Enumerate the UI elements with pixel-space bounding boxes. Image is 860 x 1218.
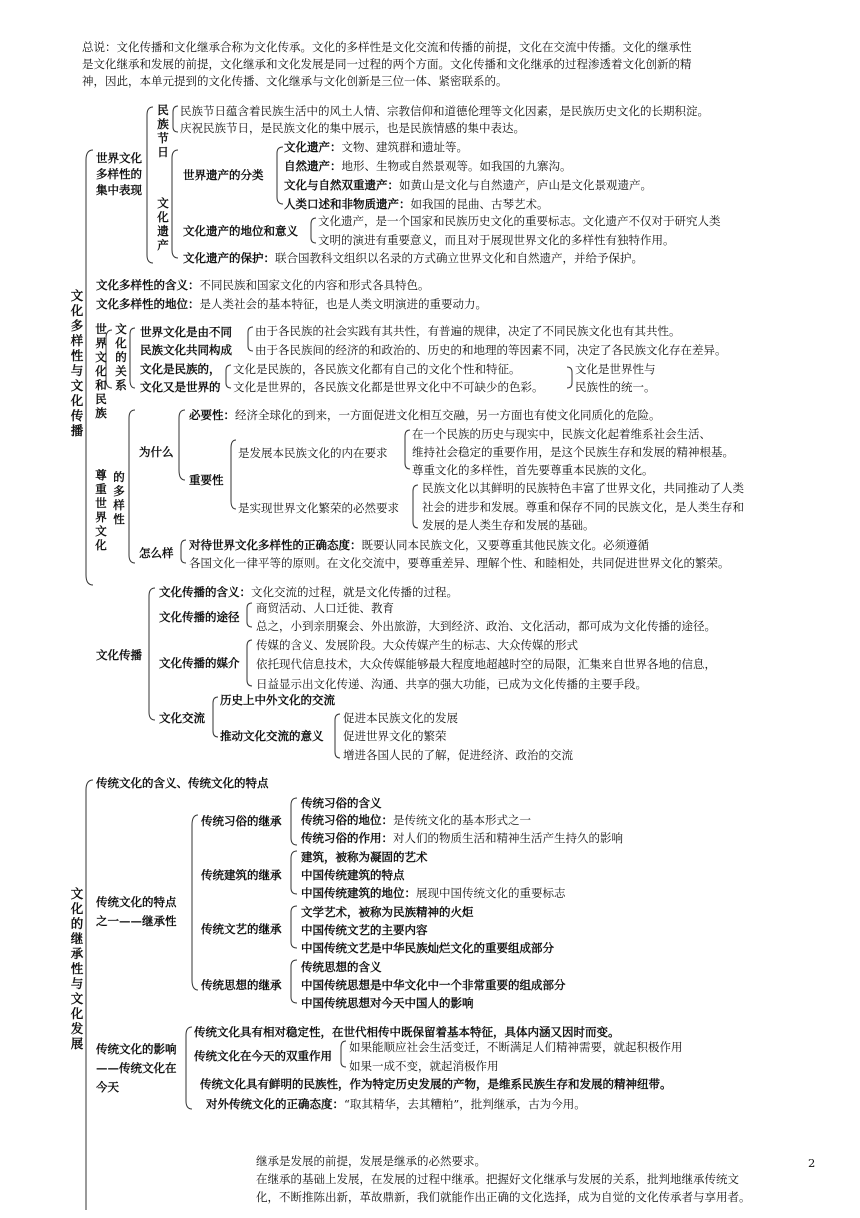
section2-title: 文化的继承性与文化发展 bbox=[70, 886, 84, 1051]
importance-label: 重要性 bbox=[189, 473, 224, 487]
classification-label: 世界遗产的分类 bbox=[183, 168, 264, 182]
customs-line-1: 传统习俗的含义 bbox=[301, 796, 382, 810]
footer-line-2: 在继承的基础上发展，在发展的过程中继承。把握好文化继承与发展的关系，批判地继承传统文 bbox=[256, 1172, 739, 1186]
relation-unity-1: 文化是世界性与 bbox=[575, 362, 656, 376]
dual-line-2: 如果一成不变，就起消极作用 bbox=[349, 1059, 499, 1073]
intro-line-1: 总说：文化传播和文化继承合称为文化传承。文化的多样性是文化交流和传播的前提，文化在交流中传播。文化的继承性 bbox=[82, 40, 692, 54]
relation-is-a: 文化是民族的， bbox=[140, 362, 221, 376]
festival-label: 民族节日 bbox=[157, 103, 169, 159]
promote-line-2: 促进世界文化的繁荣 bbox=[343, 729, 447, 743]
thought-line-3: 中国传统思想对今天中国人的影响 bbox=[301, 996, 474, 1010]
how-label: 怎么样 bbox=[139, 546, 174, 560]
spread-media-label: 文化传播的媒介 bbox=[159, 656, 240, 670]
promote-line-3: 增进各国人民的了解，促进经济、政治的交流 bbox=[343, 748, 573, 762]
category-1: 文化遗产：文物、建筑群和遗址等。 bbox=[284, 140, 468, 154]
spread-label: 文化传播 bbox=[96, 648, 142, 662]
relation-common-a: 世界文化是由不同 bbox=[140, 325, 232, 339]
festival-line-2: 庆祝民族节日，是民族文化的集中展示，也是民族情感的集中表达。 bbox=[180, 121, 525, 135]
inevitable-requirement: 是实现世界文化繁荣的必然要求 bbox=[238, 501, 399, 515]
promote-exchange-label: 推动文化交流的意义 bbox=[220, 729, 324, 743]
heritage-status-label: 文化遗产的地位和意义 bbox=[183, 224, 298, 238]
relation-inner-label: 文化的关系 bbox=[115, 322, 127, 392]
inevitable-line-1: 民族文化以其鲜明的民族特色丰富了世界文化，共同推动了人类 bbox=[422, 481, 744, 495]
attitude: 对待世界文化多样性的正确态度：既要认同本民族文化，又要尊重其他民族文化。必须遵循 bbox=[189, 538, 649, 552]
relation-common-line-1: 由于各民族的社会实践有其共性，有普遍的规律，决定了不同民族文化也有其共性。 bbox=[255, 324, 681, 338]
arch-line-2: 中国传统建筑的特点 bbox=[301, 868, 405, 882]
stability: 传统文化具有相对稳定性，在世代相传中既保留着基本特征，具体内涵又因时而变。 bbox=[194, 1025, 620, 1039]
art-line-2: 中国传统文艺的主要内容 bbox=[301, 923, 428, 937]
spread-media-line-1: 传媒的含义、发展阶段。大众传媒产生的标志、大众传媒的形式 bbox=[256, 638, 578, 652]
customs-line-2: 传统习俗的地位：是传统文化的基本形式之一 bbox=[301, 813, 531, 827]
inevitable-line-2: 社会的进步和发展。尊重和保存不同的民族文化，是人类生存和 bbox=[422, 500, 744, 514]
influence-label-a: 传统文化的影响 bbox=[96, 1042, 177, 1056]
art-line-1: 文学艺术，被称为民族精神的火炬 bbox=[301, 905, 474, 919]
art-line-3: 中国传统文艺是中华民族灿烂文化的重要组成部分 bbox=[301, 941, 554, 955]
heritage-status-line-2: 文明的演进有重要意义，而且对于展现世界文化的多样性有独特作用。 bbox=[318, 233, 675, 247]
inner-requirement: 是发展本民族文化的内在要求 bbox=[238, 446, 388, 460]
section1-title: 文化多样性与文化传播 bbox=[70, 288, 84, 438]
influence-label-c: 今天 bbox=[96, 1080, 119, 1094]
dual-label: 传统文化在今天的双重作用 bbox=[194, 1049, 332, 1063]
spread-ways-label: 文化传播的途径 bbox=[159, 610, 240, 624]
page-number: 2 bbox=[808, 1156, 816, 1170]
intro-line-3: 神，因此，本单元提到的文化传播、文化继承与文化创新是三位一体、紧密联系的。 bbox=[82, 74, 508, 88]
category-2: 自然遗产：地形、生物或自然景观等。如我国的九寨沟。 bbox=[284, 159, 572, 173]
influence-label-b: ——传统文化在 bbox=[96, 1061, 177, 1075]
thought-label: 传统思想的继承 bbox=[201, 978, 282, 992]
arch-line-3: 中国传统建筑的地位：展现中国传统文化的重要标志 bbox=[301, 886, 566, 900]
inner-line-1: 在一个民族的历史与现实中，民族文化起着维系社会生活、 bbox=[412, 427, 711, 441]
relation-is-line-2: 文化是世界的，各民族文化都是世界文化中不可缺少的色彩。 bbox=[233, 380, 544, 394]
spread-media-line-2: 依托现代信息技术，大众传媒能够最大程度地超越时空的局限，汇集来自世界各地的信息， bbox=[256, 657, 716, 671]
promote-line-1: 促进本民族文化的发展 bbox=[343, 711, 458, 725]
intro-line-2: 是文化继承和发展的前提，文化继承和文化发展是同一过程的两个方面。文化传播和文化继承的过程渗透着文化创新的精 bbox=[82, 57, 692, 71]
why-label: 为什么 bbox=[139, 445, 174, 459]
relation-unity-2: 民族性的统一。 bbox=[575, 380, 656, 394]
relation-is-b: 文化又是世界的 bbox=[140, 380, 221, 394]
necessity: 必要性：经济全球化的到来，一方面促进文化相互交融，另一方面也有使文化同质化的危险。 bbox=[189, 408, 661, 422]
category-3: 文化与自然双重遗产：如黄山是文化与自然遗产，庐山是文化景观遗产。 bbox=[284, 178, 652, 192]
footer-line-3: 化，不断推陈出新，革故鼎新，我们就能作出正确的文化选择，成为自觉的文化传承者与享用者。 bbox=[256, 1190, 751, 1204]
relation-is-line-1: 文化是民族的，各民族文化都有自己的文化个性和特征。 bbox=[233, 362, 521, 376]
spread-ways-line-2: 总之，小到亲朋聚会、外出旅游，大到经济、政治、文化活动，都可成为文化传播的途径。 bbox=[256, 619, 716, 633]
section2-header: 传统文化的含义、传统文化的特点 bbox=[96, 776, 269, 790]
dual-line-1: 如果能顺应社会生活变迁，不断满足人们精神需要，就起积极作用 bbox=[349, 1040, 683, 1054]
exchange-label: 文化交流 bbox=[159, 711, 205, 725]
history-exchange-label: 历史上中外文化的交流 bbox=[220, 693, 335, 707]
art-label: 传统文艺的继承 bbox=[201, 922, 282, 936]
respect-label-a: 尊重世界文化 bbox=[95, 468, 107, 552]
inner-line-3: 尊重文化的多样性，首先要尊重本民族的文化。 bbox=[412, 463, 654, 477]
relation-common-b: 民族文化共同构成 bbox=[140, 343, 232, 357]
respect-label-b: 的多样性 bbox=[113, 470, 125, 526]
customs-label: 传统习俗的继承 bbox=[201, 814, 282, 828]
diversity-status: 文化多样性的地位：是人类社会的基本特征，也是人类文明演进的重要动力。 bbox=[96, 297, 487, 311]
feature-label-a: 传统文化的特点 bbox=[96, 895, 177, 909]
diversity-heading: 世界文化多样性的集中表现 bbox=[96, 151, 142, 197]
customs-line-3: 传统习俗的作用：对人们的物质生活和精神生活产生持久的影响 bbox=[301, 831, 623, 845]
arch-label: 传统建筑的继承 bbox=[201, 868, 282, 882]
thought-line-2: 中国传统思想是中华文化中一个非常重要的组成部分 bbox=[301, 978, 566, 992]
heritage-status-line-1: 文化遗产，是一个国家和民族历史文化的重要标志。文化遗产不仅对于研究人类 bbox=[318, 214, 721, 228]
national-character: 传统文化具有鲜明的民族性，作为特定历史发展的产物，是维系民族生存和发展的精神纽带。 bbox=[200, 1077, 672, 1091]
foreign-attitude: 对外传统文化的正确态度：“取其精华，去其糟粕”，批判继承，古为今用。 bbox=[206, 1097, 586, 1111]
heritage-protection: 文化遗产的保护：联合国教科文组织以名录的方式确立世界文化和自然遗产，并给予保护。 bbox=[183, 251, 643, 265]
diversity-meaning: 文化多样性的含义：不同民族和国家文化的内容和形式各具特色。 bbox=[96, 278, 430, 292]
relation-common-line-2: 由于各民族间的经济的和政治的、历史的和地理的等因素不同，决定了各民族文化存在差异。 bbox=[255, 343, 727, 357]
festival-line-1: 民族节日蕴含着民族生活中的风土人情、宗教信仰和道德伦理等文化因素，是民族历史文化的长期积淀。 bbox=[180, 104, 709, 118]
inner-line-2: 维持社会稳定的重要作用，是这个民族生存和发展的精神根基。 bbox=[412, 445, 734, 459]
spread-ways-line-1: 商贸活动、人口迁徙、教育 bbox=[256, 601, 394, 615]
spread-meaning: 文化传播的含义：文化交流的过程，就是文化传播的过程。 bbox=[159, 585, 458, 599]
heritage-label: 文化遗产 bbox=[157, 196, 169, 252]
spread-media-line-3: 日益显示出文化传递、沟通、共享的强大功能，已成为文化传播的主要手段。 bbox=[256, 677, 647, 691]
category-4: 人类口述和非物质遗产：如我国的昆曲、古琴艺术。 bbox=[284, 197, 549, 211]
feature-label-b: 之一——继承性 bbox=[96, 914, 177, 928]
attitude-line-2: 各国文化一律平等的原则。在文化交流中，要尊重差异、理解个性、和睦相处，共同促进世界文化的繁荣。 bbox=[189, 556, 730, 570]
thought-line-1: 传统思想的含义 bbox=[301, 960, 382, 974]
footer-line-1: 继承是发展的前提，发展是继承的必然要求。 bbox=[256, 1154, 486, 1168]
arch-line-1: 建筑，被称为凝固的艺术 bbox=[301, 850, 428, 864]
inevitable-line-3: 发展的是人类生存和发展的基础。 bbox=[422, 518, 595, 532]
relation-outer-label: 世界文化和民族 bbox=[95, 322, 107, 420]
